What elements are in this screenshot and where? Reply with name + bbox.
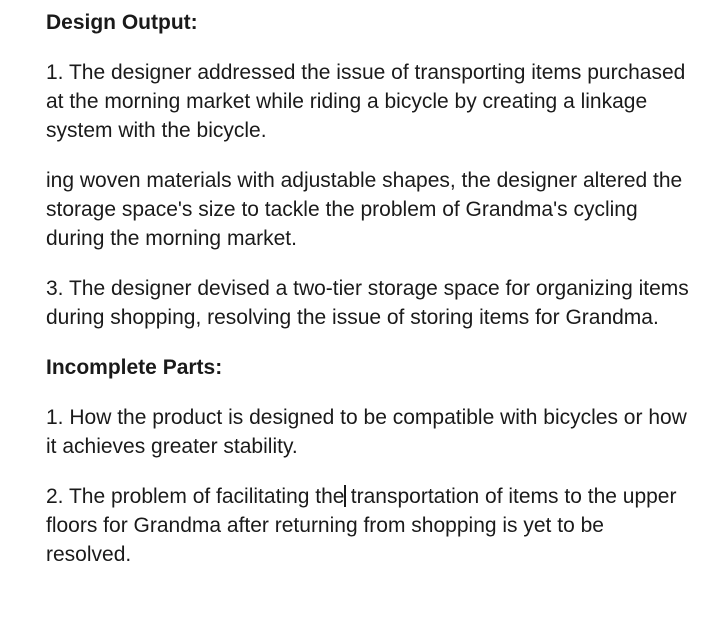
incomplete-parts-item-1: 1. How the product is designed to be compatible with bicycles or how it achieves greater stability. — [46, 406, 687, 458]
design-output-item-2: ing woven materials with adjustable shapes, the designer altered the storage space's size to tackle the problem of Grandma's cycling during the morning market. — [46, 169, 683, 250]
design-output-item-3: 3. The designer devised a two-tier storage space for organizing items during shopping, resolving the issue of storing items for Grandma. — [46, 277, 689, 329]
design-output-heading: Design Output: — [46, 11, 198, 34]
incomplete-parts-heading: Incomplete Parts: — [46, 356, 223, 379]
incomplete-parts-item-2-start: 2. The problem of facilitating the — [46, 485, 345, 508]
incomplete-parts-item-2-end: transportation of items to the upper floors for Grandma after returning from shopping is yet to be resolved. — [46, 485, 677, 566]
document-body[interactable] — [46, 8, 691, 590]
incomplete-parts-item-2 — [46, 482, 691, 569]
design-output-item-1: 1. The designer addressed the issue of transporting items purchased at the morning market while riding a bicycle by creating a linkage system with the bicycle. — [46, 61, 686, 142]
